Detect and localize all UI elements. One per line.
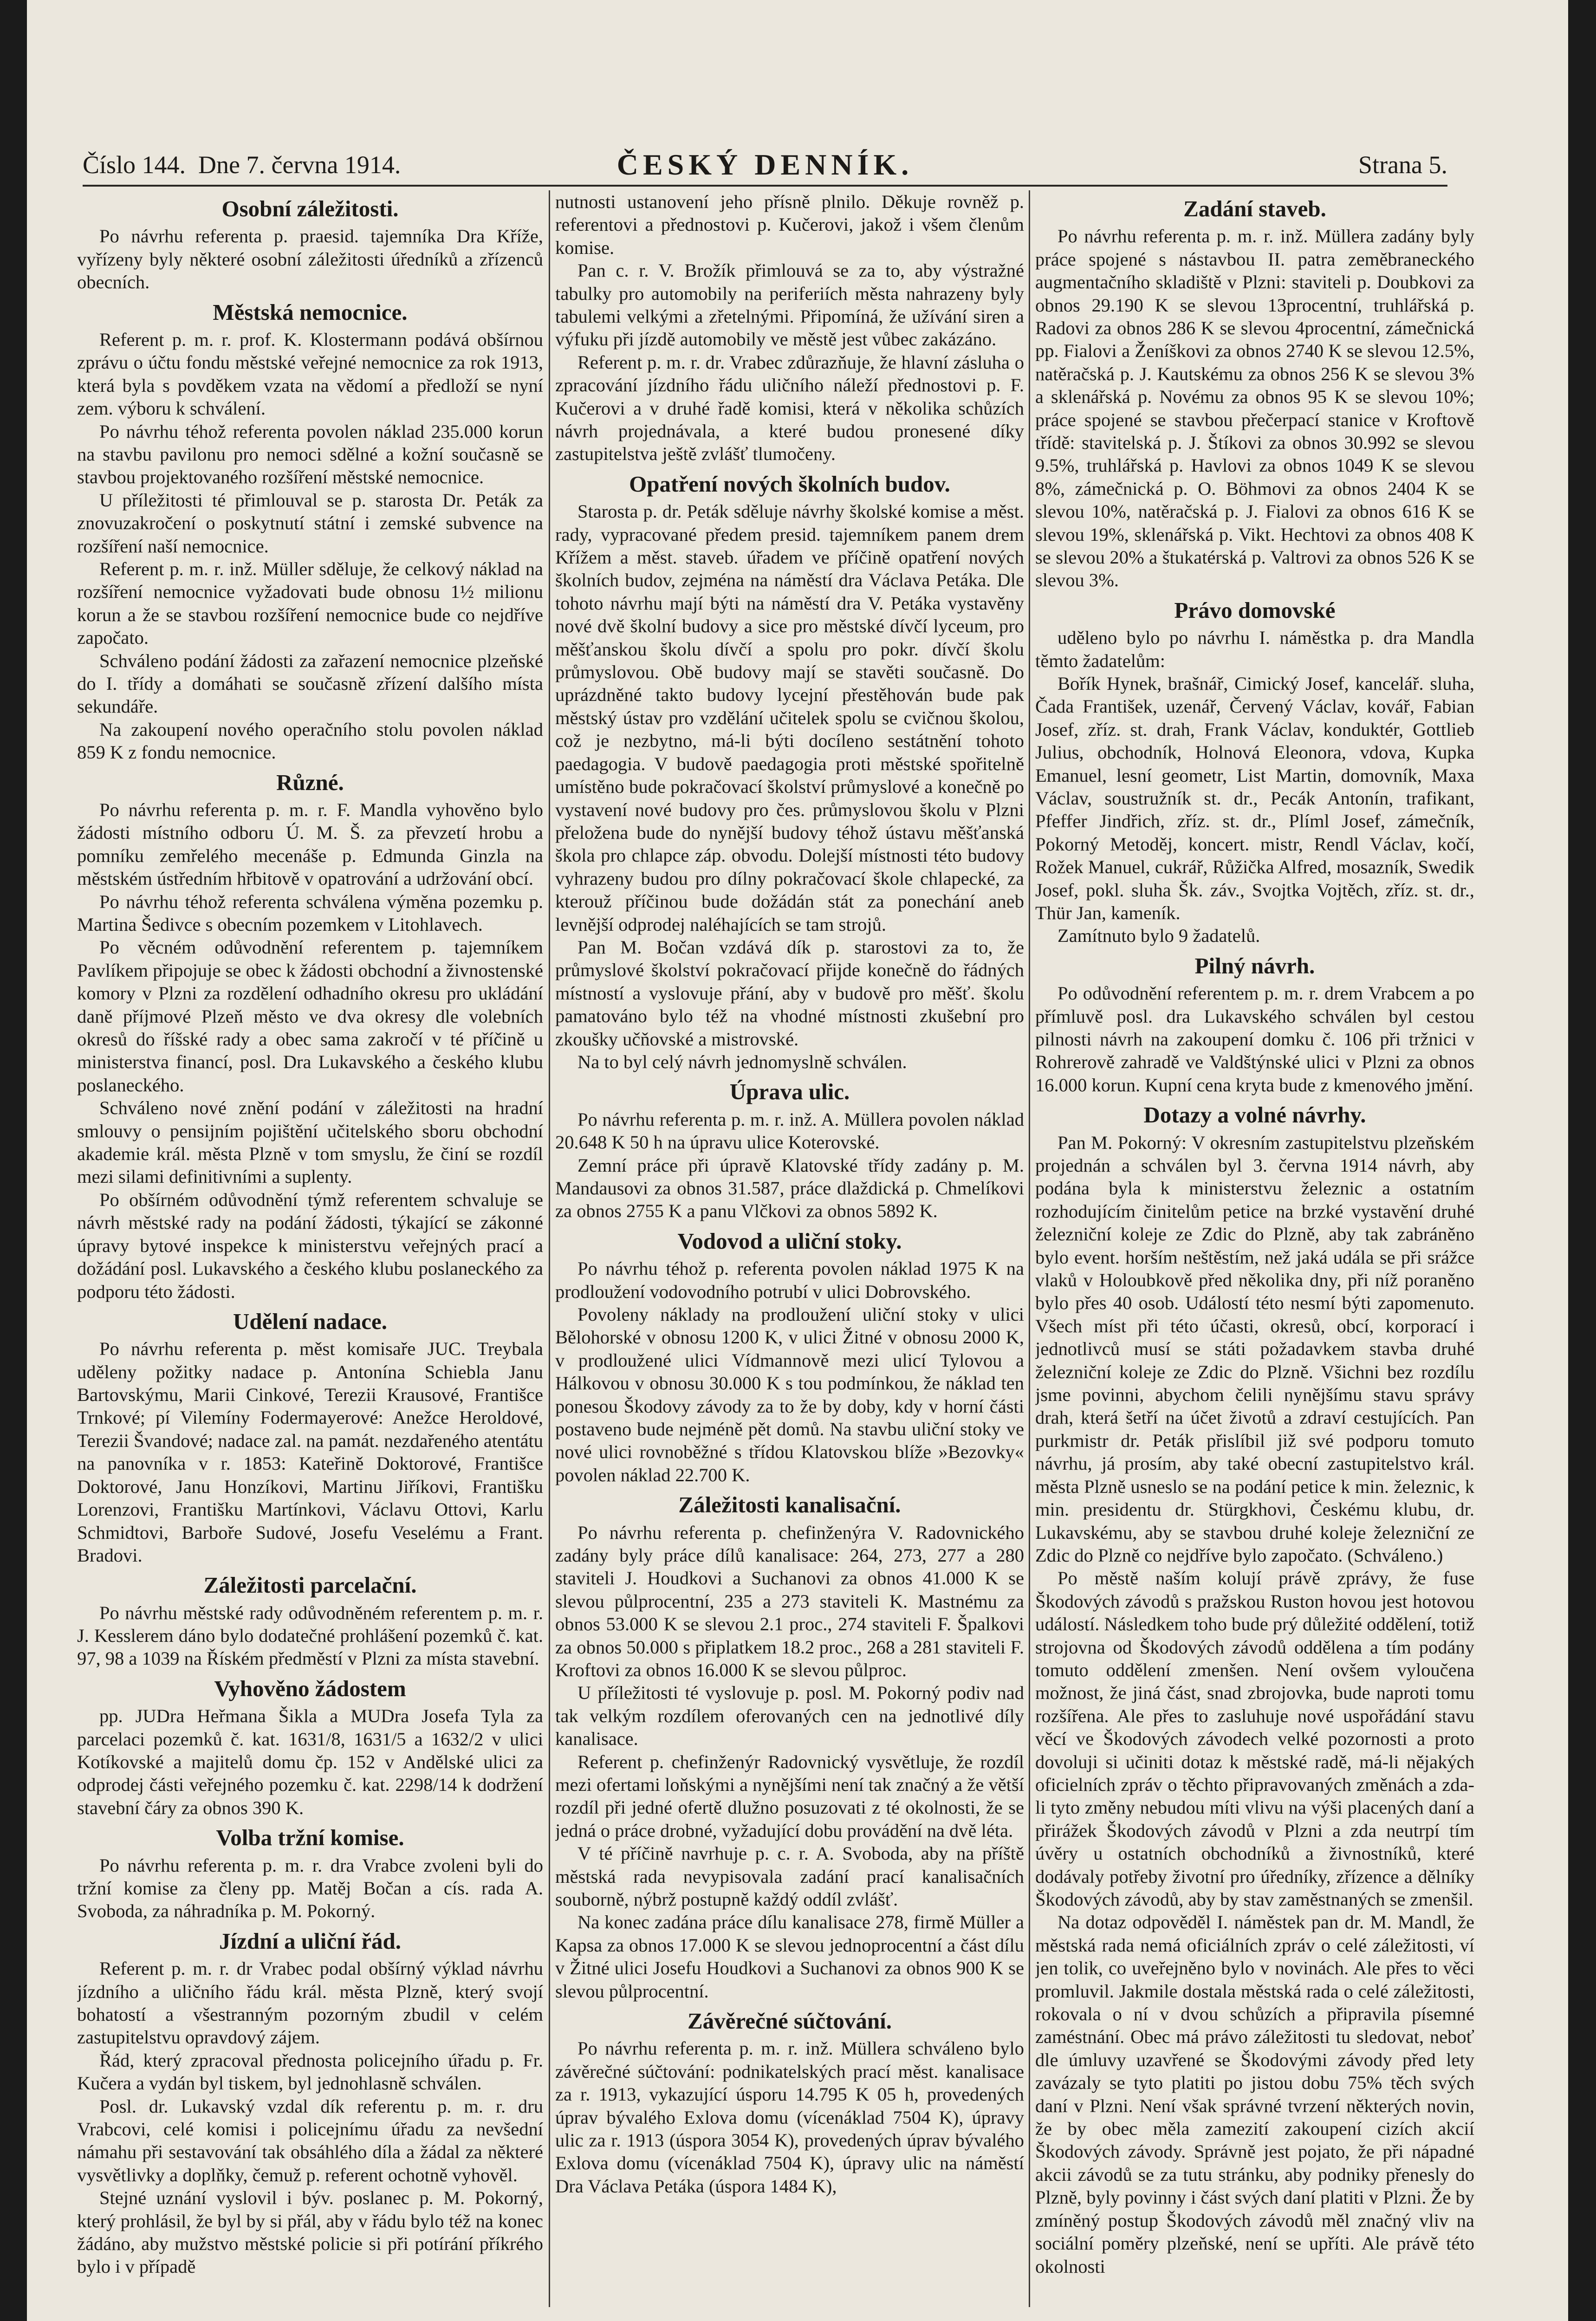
article	[1035, 953, 1474, 1096]
column-2	[555, 190, 1024, 2316]
article	[555, 1228, 1024, 1486]
article-heading: Pilný návrh.	[1194, 953, 1315, 979]
article-paragraph: Na zakoupení nového operačního stolu povolen náklad 859 K z fondu nemocnice.	[77, 719, 543, 763]
column-divider	[549, 190, 550, 2307]
issue-date: Dne 7. června 1914.	[198, 151, 401, 179]
article-paragraph: Pan c. r. V. Brožík přimlouvá se za to, aby výstražné tabulky pro automobily na periferiích města nahrazeny byly tabulemi velkými a zřetelnými. Připomíná, že užívání siren a výfuku při jízdě automobily ve městě jest vůbec zakázáno.	[555, 260, 1024, 350]
article-paragraph: Po návrhu referenta p. m. r. dra Vrabce zvoleni byli do tržní komise za členy pp. Matěj Bočan a cís. rada A. Svoboda, za náhradníka p. M. Pokorný.	[77, 1854, 543, 1922]
article-paragraph: Posl. dr. Lukavský vzdal dík referentu p. m. r. dru Vrabcovi, celé komisi i policejnímu úřadu za nevšední námahu při sestavování tak obsáhlého díla a žádal za některé vysvětlivky a doplňky, čemuž p. referent ochotně vyhověl.	[77, 2095, 543, 2185]
article	[77, 1309, 543, 1567]
issue-number: Číslo 144.	[83, 151, 186, 179]
article-paragraph: Referent p. m. r. inž. Müller sděluje, že celkový náklad na rozšíření nemocnice vyžadovati bude obnosu 1½ milionu korun a že se stavbou rozšíření nemocnice bude co nejdříve započato.	[77, 558, 543, 648]
article-paragraph: V té příčině navrhuje p. c. r. A. Svoboda, aby na příště městská rada nevypisovala zadání prací kanalisačních souborně, nýbrž postupně každý oddíl zvlášť.	[555, 1843, 1024, 1910]
article-paragraph: Starosta p. dr. Peták sděluje návrhy školské komise a měst. rady, vypracované předem presid. tajemníkem panem drem Křížem a měst. staveb. úřadem ve příčině opatření nových školních budov, zejména na náměstí dra Václava Petáka. Dle tohoto návrhu mají býti na náměstí dra V. Petáka vystavěny nové dvě školní budovy a sice pro městské dívčí lyceum, pro měšťanskou školu dívčí a spolu pro pokr. dívčí školu průmyslovou. Obě budovy mají se stavěti současně. Do uprázdněné takto budovy lycejní přestěhován bude pak městský ústav pro vzdělání učitelek spolu se cvičnou školou, což je nezbytno, má-li býti docíleno sestátnění tohoto paedagogia. V budově paedagogia proti městské spořitelně umístěno bude pokračovací školství průmyslové a konečně po vystavení nové budovy pro čes. průmyslovou školu v Plzni přeložena bude do nynější budovy téhož ústavu měšťanská škola pro chlapce záp. obvodu. Dolejší místnosti této budovy vyhrazeny budou pro dílny pokračovací škole chlapecké, za kterouž příčinou bude dožádán stát za ponechání aneb levnější odprodej naléhajících se tam strojů.	[555, 501, 1024, 935]
article-paragraph: Po návrhu téhož referenta povolen náklad 235.000 korun na stavbu pavilonu pro nemoci sdělné a kožní současně se stavbou projektovaného rozšíření městské nemocnice.	[77, 421, 543, 488]
article-paragraph: Po návrhu téhož p. referenta povolen náklad 1975 K na prodloužení vodovodního potrubí v ulici Dobrovského.	[555, 1258, 1024, 1302]
article	[555, 190, 1024, 466]
article-heading: Udělení nadace.	[233, 1308, 388, 1334]
article-heading: Osobní záležitosti.	[221, 196, 399, 221]
article-paragraph: Schváleno nové znění podání v záležitosti na hradní smlouvy o pensijním pojištění učitelského sboru obchodní akademie král. města Plzně v tom smyslu, že činí se rozdíl mezi silami definitivními a suplenty.	[77, 1097, 543, 1187]
article-heading: Právo domovské	[1174, 597, 1336, 623]
article	[77, 770, 543, 1303]
article-paragraph: U příležitosti té vyslovuje p. posl. M. Pokorný podiv nad tak velkým rozdílem oferovaných cen na jednotlivé díly kanalisace.	[555, 1682, 1024, 1750]
article-paragraph: Po návrhu referenta p. praesid. tajemníka Dra Kříže, vyřízeny byly některé osobní záležitosti úředníků a zřízenců obecních.	[77, 226, 543, 293]
article	[1035, 1102, 1474, 2278]
article-paragraph: Zamítnuto bylo 9 žadatelů.	[1058, 925, 1260, 947]
article-paragraph: Po návrhu referenta p. měst komisaře JUC. Treybala uděleny požitky nadace p. Antonína Schiebla Janu Bartovskýmu, Marii Cinkové, Terezii Krausové, Františce Trnkové; pí Vilemíny Fodermayerové: Anežce Heroldové, Terezii Švandové; nadace zal. na památ. nezdařeného atentátu na panovníka v r. 1853: Kateřině Doktorové, Františce Doktorové, Janu Honzíkovi, Martinu Jiříkovi, Františku Lorenzovi, Františku Martínkovi, Václavu Ottovi, Karlu Schmidtovi, Barboře Sudové, Josefu Veselému a Frant. Bradovi.	[77, 1338, 543, 1566]
article-paragraph: Na dotaz odpověděl I. náměstek pan dr. M. Mandl, že městská rada nemá oficiálních zpráv o celé záležitosti, ví jen tolik, co uveřejněno bylo v novinách. Ale přes to věci promluvil. Jakmile dostala městská rada o celé záležitosti, rokovala o ní v dvou schůzích a připravila písemné zaméstnání. Obec má právo záležitosti tu sledovat, neboť dle úmluvy uzavřené se Škodovými závody před lety zavázaly se tyto platiti po jistou dobu 75% těch svých daní v Plzni. Není však správné tvrzení některých novin, že by obec měla zamezití zakoupení cizích akcií Škodových závody. Správně jest pojato, že při nápadné akcii závodů se za tutu stránku, aby podniky přenesly do Plzně, byly povinny i část svých daní platiti v Plzni. Že by zmíněný postup Škodových závodů měl značný vliv na sociální poměry plzeňské, není se upříti. Ale právě této okolnosti	[1035, 1912, 1474, 2277]
article-paragraph: Na to byl celý návrh jednomyslně schválen.	[577, 1051, 907, 1072]
article-heading: Vodovod a uliční stoky.	[677, 1228, 902, 1254]
article-paragraph: Po obšírném odůvodnění týmž referentem schvaluje se návrh městské rady na podání žádosti, týkající se zákonné úpravy bytové inspekce k ministerstvu veřejných prací a dožádání posl. Lukavského a českého klubu poslaneckého za podporu této žádosti.	[77, 1189, 543, 1302]
article	[555, 471, 1024, 1074]
article-paragraph: Referent p. m. r. dr. Vrabec zdůrazňuje, že hlavní zásluha o zpracování jízdního řádu uličního náleží přednostovi p. F. Kučerovi a v druhé řadě komisi, která v několika schůzích návrh projednávala, a které budou pronesené díky zastupitelstva ještě zvlášť tlumočeny.	[555, 351, 1024, 465]
article-paragraph: Zemní práce při úpravě Klatovské třídy zadány p. M. Mandausovi za obnos 31.587, práce dlaždická p. Chmelíkovi za obnos 2755 K a panu Vlčkovi za obnos 5892 K.	[555, 1154, 1024, 1222]
column-3	[1035, 190, 1474, 2316]
article-paragraph: Po návrhu referenta p. chefinženýra V. Radovnického zadány byly práce dílů kanalisace: 264, 273, 277 a 280 staviteli J. Houdkovi a Suchanovi za obnos 41.000 K se slevou půlprocentní, 235 a 273 staviteli K. Mastnému za obnos 53.000 K se slevou 2.1 proc., 274 staviteli F. Špalkovi za obnos 50.000 s připlatkem 18.2 proc., 268 a 281 staviteli F. Kroftovi za obnos 16.000 K se slevou půlproc.	[555, 1522, 1024, 1680]
article-paragraph: Po odůvodnění referentem p. m. r. drem Vrabcem a po přímluvě posl. dra Lukavského schválen byl cestou pilnosti návrh na zakoupení domku č. 106 při tržnici v Rohrerově zahradě ve Valdštýnské ulici v Plzni za obnos 16.000 korun. Kupní cena kryta bude z kmenového jmění.	[1035, 983, 1474, 1096]
article-paragraph: Po návrhu téhož referenta schválena výměna pozemku p. Martina Šedivce s obecním pozemkem v Litohlavech.	[77, 891, 543, 935]
article-paragraph: uděleno bylo po návrhu I. náměstka p. dra Mandla těmto žadatelům:	[1035, 627, 1474, 671]
article	[555, 1079, 1024, 1222]
article-paragraph: U příležitosti té přimlouval se p. starosta Dr. Peták za znovuzakročení o poskytnutí státní i zemské subvence na rozšíření naší nemocnice.	[77, 489, 543, 557]
article-heading: Městská nemocnice.	[213, 299, 408, 325]
article	[1035, 196, 1474, 592]
masthead: ČESKÝ DENNÍK.	[616, 148, 914, 181]
article-paragraph: Po městě naším kolují právě zprávy, že fuse Škodových závodů s pražskou Ruston hovou jest hotovou událostí. Následkem toho bude prý důležité oddělení, totiž strojovna od Škodových závodů oddělena a tím podány tomuto oddělení zmenšen. Není ovšem vyloučena možnost, že jiná část, snad zbrojovka, bude naproti tomu rozšířena. Ale přes to zasluhuje nové uspořádání stavu věcí ve Škodových závodech velké pozornosti a proto dovoluji si učiniti dotaz k městské radě, má-li nějakých oficielních zpráv o těchto připravovaných změnách a zda-li tyto změny nebudou míti vlivu na výši placených daní a přirážek Škodových závodů v Plzni a zda neutrpí tím úvěry u ostatních obchodníků a živnostníků, které dodávaly potřeby životní pro úředníky, zřízence a dělníky Škodových závodů, aby by stav zaměstnaných se zmenšil.	[1035, 1568, 1474, 1910]
article	[555, 1492, 1024, 2003]
article	[1035, 597, 1474, 947]
article-paragraph: nutnosti ustanovení jeho přísně plnilo. Děkuje rovněž p. referentovi a přednostovi p. Kučerovi, jakož i všem členům komise.	[555, 191, 1024, 258]
article-paragraph: Referent p. m. r. dr Vrabec podal obšírný výklad návrhu jízdního a uličního řádu král. města Plzně, který svojí bohatostí a všestranným pozorným zbudil v celém zastupitelstvu opravdový zájem.	[77, 1958, 543, 2048]
article	[77, 196, 543, 294]
article-paragraph: Po návrhu referenta p. m. r. inž. A. Müllera povolen náklad 20.648 K 50 h na úpravu ulice Koterovské.	[555, 1109, 1024, 1153]
article-paragraph: Schváleno podání žádosti za zařazení nemocnice plzeňské do I. třídy a domáhati se současně zřízení dalšího místa sekundáře.	[77, 650, 543, 717]
article	[555, 2008, 1024, 2198]
article	[77, 299, 543, 764]
article-paragraph: Pan M. Bočan vzdává dík p. starostovi za to, že průmyslové školství pokračovací přijde konečně do řádných místností a vyslovuje přání, aby v budově pro měšť. školu pamatováno bylo též na vhodné místnosti zkušební pro zkoušky učňovské a mistrovské.	[555, 936, 1024, 1050]
article-heading: Záležitosti parcelační.	[203, 1572, 417, 1598]
article	[77, 1572, 543, 1670]
article-paragraph: Po věcném odůvodnění referentem p. tajemníkem Pavlíkem připojuje se obec k žádosti obchodní a živnostenské komory v Plzni za rozdělení odhadního okresu pro ukládání daně příjmové Plzeň město ve dva okresy dle volebních okresů do říšské rady a obec sama zakročí v té příčině u ministerstva financí, posl. Dra Lukavského a českého klubu poslaneckého.	[77, 937, 543, 1096]
article-heading: Volba tržní komise.	[216, 1825, 404, 1851]
article-heading: Zadání staveb.	[1183, 196, 1326, 221]
article	[77, 1825, 543, 1923]
article	[77, 1676, 543, 1819]
column-1	[77, 190, 543, 2316]
article-paragraph: Po návrhu městské rady odůvodněném referentem p. m. r. J. Kesslerem dáno bylo dodatečné prohlášení pozemků č. kat. 97, 98 a 1039 na Říském předměstí v Plzni za místa stavební.	[77, 1602, 543, 1669]
article-paragraph: Pan M. Pokorný: V okresním zastupitelstvu plzeňském projednán a schválen byl 3. června 1914 návrh, aby podána byla k ministerstvu železnic a ostatním rozhodujícím činitelům petice na brzké vystavění druhé železniční koleje ze Zdic do Plzně, aby tak zabráněno bylo event. horším neštěstím, než jaká udála se při srážce vlaků v Holoubkově před několika dny, při níž poraněno bylo přes 40 osob. Událostí této nesmí býti zapomenuto. Všech míst při této účasti, okresů, obcí, korporací i jednotlivců musí se státi požadavkem stavba druhé železniční koleje ze Zdic do Plzně. Všichni bez rozdílu jsme povinni, abychom čelili nynějšímu stavu správy drah, která šetří na účet životů a zdraví cestujících. Pan purkmistr dr. Peták přislíbil již své podporu tomuto návrhu, já prosím, aby také obecní zastupitelstvo král. města Plzně usneslo se na podání petice k min. železnic, k min. presidentu dr. Stürgkhovi, Českému klubu, dr. Lukavskému, aby se stavbou druhé koleje železniční ze Zdic do Plzně co nejdříve bylo započato. (Schváleno.)	[1035, 1132, 1474, 1566]
article-heading: Opatření nových školních budov.	[629, 471, 950, 497]
article-heading: Různé.	[276, 769, 344, 795]
article-paragraph: Po návrhu referenta p. m. r. inž. Müllera schváleno bylo závěrečné súčtování: podnikatelských prací měst. kanalisace za r. 1913, vykazující úsporu 14.795 K 05 h, provedených úprav bývalého Exlova domu (vícenáklad 7504 K), úpravy ulic za r. 1913 (úspora 3054 K), provedených úprav bývalého Exlova domu (vícenáklad 7504 K), úpravy ulic na náměstí Dra Václava Petáka (úspora 1484 K),	[555, 2038, 1024, 2197]
article-paragraph: Po návrhu referenta p. m. r. inž. Müllera zadány byly práce spojené s nástavbou II. patra zeměbraneckého augmentačního skladiště v Plzni: staviteli p. Doubkovi za obnos 29.190 K se slevou 13procentní, truhlářská p. Radovi za obnos 286 K se slevou 4procentní, zámečnická pp. Fialovi a Ženíškovi za obnos 2740 K se slevou 12.5%, natěračská p. J. Kautskému za obnos 256 K se slevou 3% a sklenářská p. Novému za obnos 95 K se slevou 10%; práce spojené se stavbou přečerpací stanice v Kroftově třídě: stavitelská p. J. Štíkovi za obnos 30.992 se slevou 9.5%, truhlářská p. Havlovi za obnos 1049 K se slevou 8%, zámečnická p. O. Böhmovi za obnos 2404 K se slevou 10%, natěračská p. J. Fialovi za obnos 616 K se slevou 19%, sklenářská p. Vikt. Hechtovi za obnos 408 K se slevou 20% a štukatérská p. Valtrovi za obnos 526 K se slevou 3%.	[1035, 226, 1474, 591]
article-paragraph: Řád, který zpracoval přednosta policejního úřadu p. Fr. Kučera a vydán byl tiskem, byl jednohlasně schválen.	[77, 2049, 543, 2094]
article-heading: Vyhověno žádostem	[214, 1675, 406, 1701]
article-heading: Úprava ulic.	[729, 1079, 850, 1105]
article-paragraph: Bořík Hynek, brašnář, Cimický Josef, kancelář. sluha, Čada František, uzenář, Červený Václav, kovář, Fabian Josef, zříz. st. drah, Frank Václav, konduktér, Gottlieb Julius, obchodník, Holnová Eleonora, vdova, Kupka Emanuel, lesní geometr, List Martin, domovník, Maxa Václav, soustružník st. dr., Pecák Antonín, trafikant, Pfeffer Jindřich, zříz. st. dr., Plíml Josef, zámečník, Pokorný Metoděj, koncert. mistr, Rendl Václav, kočí, Rožek Manuel, cukrář, Růžička Alfred, mosazník, Swedik Josef, pokl. sluha Šk. záv., Svojtka Vojtěch, zříz. st. dr., Thür Jan, kameník.	[1035, 673, 1474, 924]
article-heading: Závěrečné súčtování.	[687, 2008, 892, 2034]
article-heading: Záležitosti kanalisační.	[678, 1492, 901, 1518]
article-paragraph: Po návrhu referenta p. m. r. F. Mandla vyhověno bylo žádosti místního odboru Ú. M. Š. za převzetí hrobu a pomníku zemřelého mecenáše p. Edmunda Ginzla na městském ústředním hřbitově v opatrování a udržování obcí.	[77, 799, 543, 889]
article-heading: Dotazy a volné návrhy.	[1143, 1102, 1366, 1128]
article-paragraph: pp. JUDra Heřmana Šikla a MUDra Josefa Tyla za parcelaci pozemků č. kat. 1631/8, 1631/5 a 1632/2 v ulici Kotíkovské a majitelů domu čp. 152 v Andělské ulici za odprodej části veřejného pozemku č. kat. 2298/14 k dodržení stavební čáry za obnos 390 K.	[77, 1705, 543, 1818]
newspaper-page	[27, 0, 1568, 2321]
article-paragraph: Referent p. chefinženýr Radovnický vysvětluje, že rozdíl mezi ofertami loňskými a nynějšími není tak značný a že větší rozdíl při jedné ofertě dlužno posuzovati z té okolnosti, že se jedná o práce drobné, vyžadující dobu provádění na dvě léta.	[555, 1751, 1024, 1841]
article-heading: Jízdní a uliční řád.	[219, 1928, 402, 1954]
article-paragraph: Povoleny náklady na prodloužení uliční stoky v ulici Bělohorské v obnosu 1200 K, v ulici Žitné v obnosu 2000 K, v prodloužené ulici Vídmannově mezi ulicí Tylovou a Hálkovou v obnosu 30.000 K s tou podmínkou, že náklad ten ponesou Škodovy závody za to že by doby, kdy v horní části postaveno bude nejméně pět domů. Na stavbu uliční stoky ve nové ulici rovnoběžné s třídou Klatovskou blíže »Bezovky« povolen náklad 22.700 K.	[555, 1303, 1024, 1485]
page-header	[83, 148, 1447, 187]
article	[77, 1928, 543, 2278]
article-paragraph: Referent p. m. r. prof. K. Klostermann podává obšírnou zprávu o účtu fondu městské veřejné nemocnice za rok 1913, která byla s povděkem vzata na vědomí a předloží se nyní zem. výboru k schválení.	[77, 329, 543, 419]
article-paragraph: Stejné uznání vyslovil i býv. poslanec p. M. Pokorný, který prohlásil, že byl by si přál, aby v řádu bylo též na konec žádáno, aby mužstvo městské policie si při potírání příkrého bylo i v případě	[77, 2187, 543, 2277]
column-divider	[1029, 190, 1030, 2307]
article-paragraph: Na konec zadána práce dílu kanalisace 278, firmě Müller a Kapsa za obnos 17.000 K se slevou jednoprocentní a část dílu v Žitné ulici Josefu Houdkovi a Suchanovi za obnos 900 K se slevou půlprocentní.	[555, 1912, 1024, 2002]
page-number: Strana 5.	[1358, 151, 1447, 179]
